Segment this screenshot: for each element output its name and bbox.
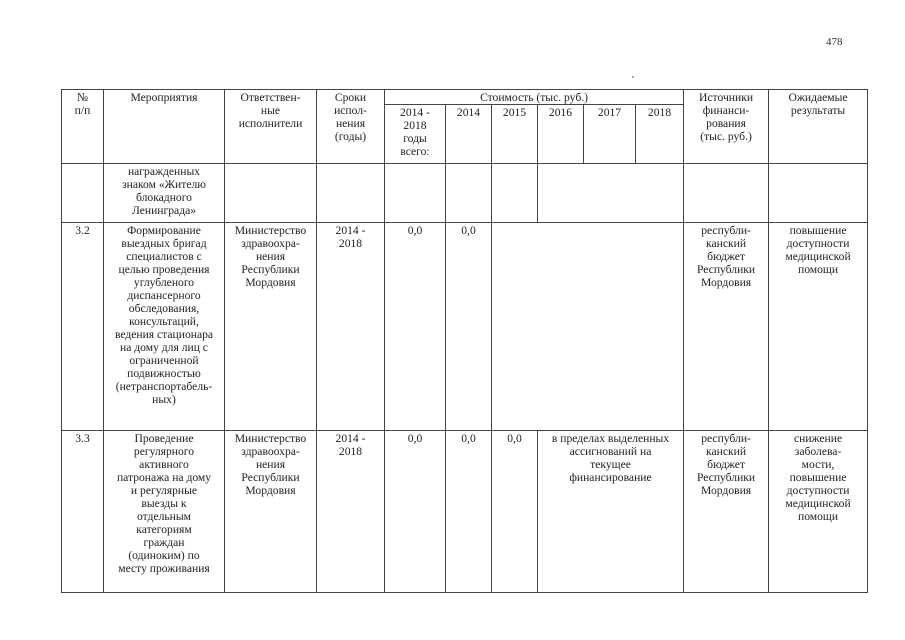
row-total: 0,0: [385, 223, 446, 431]
header-row-1: [62, 90, 868, 105]
row-event: Формирование выездных бригад специалистов с целью проведения углубленого диспансерного обследования, консультаций, ведения стационара на дому для лиц с ограниченной подвижностью (нетранспортабель- ных): [104, 223, 225, 431]
header-year-2016: 2016: [538, 105, 584, 164]
row-num: 3.3: [62, 431, 104, 593]
row-2015: 0,0: [492, 431, 538, 593]
table-row: [62, 431, 868, 593]
row-2014: 0,0: [446, 431, 492, 593]
row-total: [385, 164, 446, 223]
row-result: повышение доступности медицинской помощи: [769, 223, 868, 431]
row-event: награжденных знаком «Жителю блокадного Ленинграда»: [104, 164, 225, 223]
row-2015: [492, 164, 538, 223]
row-source: республи- канский бюджет Республики Мордовия: [684, 223, 769, 431]
header-num: № п/п: [62, 90, 104, 164]
row-source: республи- канский бюджет Республики Мордовия: [684, 431, 769, 593]
row-event: Проведение регулярного активного патронажа на дому и регулярные выезды к отдельным категориям граждан (одиноким) по месту проживания: [104, 431, 225, 593]
table-row: [62, 164, 868, 223]
header-results: Ожидаемые результаты: [769, 90, 868, 164]
header-cost-total: 2014 - 2018 годы всего:: [385, 105, 446, 164]
row-2014: 0,0: [446, 223, 492, 431]
row-source: [684, 164, 769, 223]
row-total: 0,0: [385, 431, 446, 593]
row-num: 3.2: [62, 223, 104, 431]
row-num: [62, 164, 104, 223]
row-terms: 2014 - 2018: [317, 223, 385, 431]
program-table: [61, 89, 868, 593]
header-year-2018: 2018: [636, 105, 684, 164]
header-events: Мероприятия: [104, 90, 225, 164]
row-2015-2018: [492, 223, 684, 431]
header-year-2015: 2015: [492, 105, 538, 164]
row-responsible: [225, 164, 317, 223]
header-cost: Стоимость (тыс. руб.): [385, 90, 684, 105]
header-year-2017: 2017: [584, 105, 636, 164]
row-2016-2018: в пределах выделенных ассигнований на текущее финансирование: [538, 431, 684, 593]
row-result: [769, 164, 868, 223]
header-terms: Сроки испол- нения (годы): [317, 90, 385, 164]
row-terms: 2014 - 2018: [317, 431, 385, 593]
row-2014: [446, 164, 492, 223]
scan-speck: [632, 76, 634, 78]
row-responsible: Министерство здравоохра- нения Республики Мордовия: [225, 223, 317, 431]
row-responsible: Министерство здравоохра- нения Республики Мордовия: [225, 431, 317, 593]
row-terms: [317, 164, 385, 223]
table-row: [62, 223, 868, 431]
row-result: снижение заболева- мости, повышение доступности медицинской помощи: [769, 431, 868, 593]
page-number: 478: [826, 36, 843, 48]
header-responsible: Ответствен- ные исполнители: [225, 90, 317, 164]
header-year-2014: 2014: [446, 105, 492, 164]
header-sources: Источники финанси- рования (тыс. руб.): [684, 90, 769, 164]
row-2016-2018: [538, 164, 684, 223]
